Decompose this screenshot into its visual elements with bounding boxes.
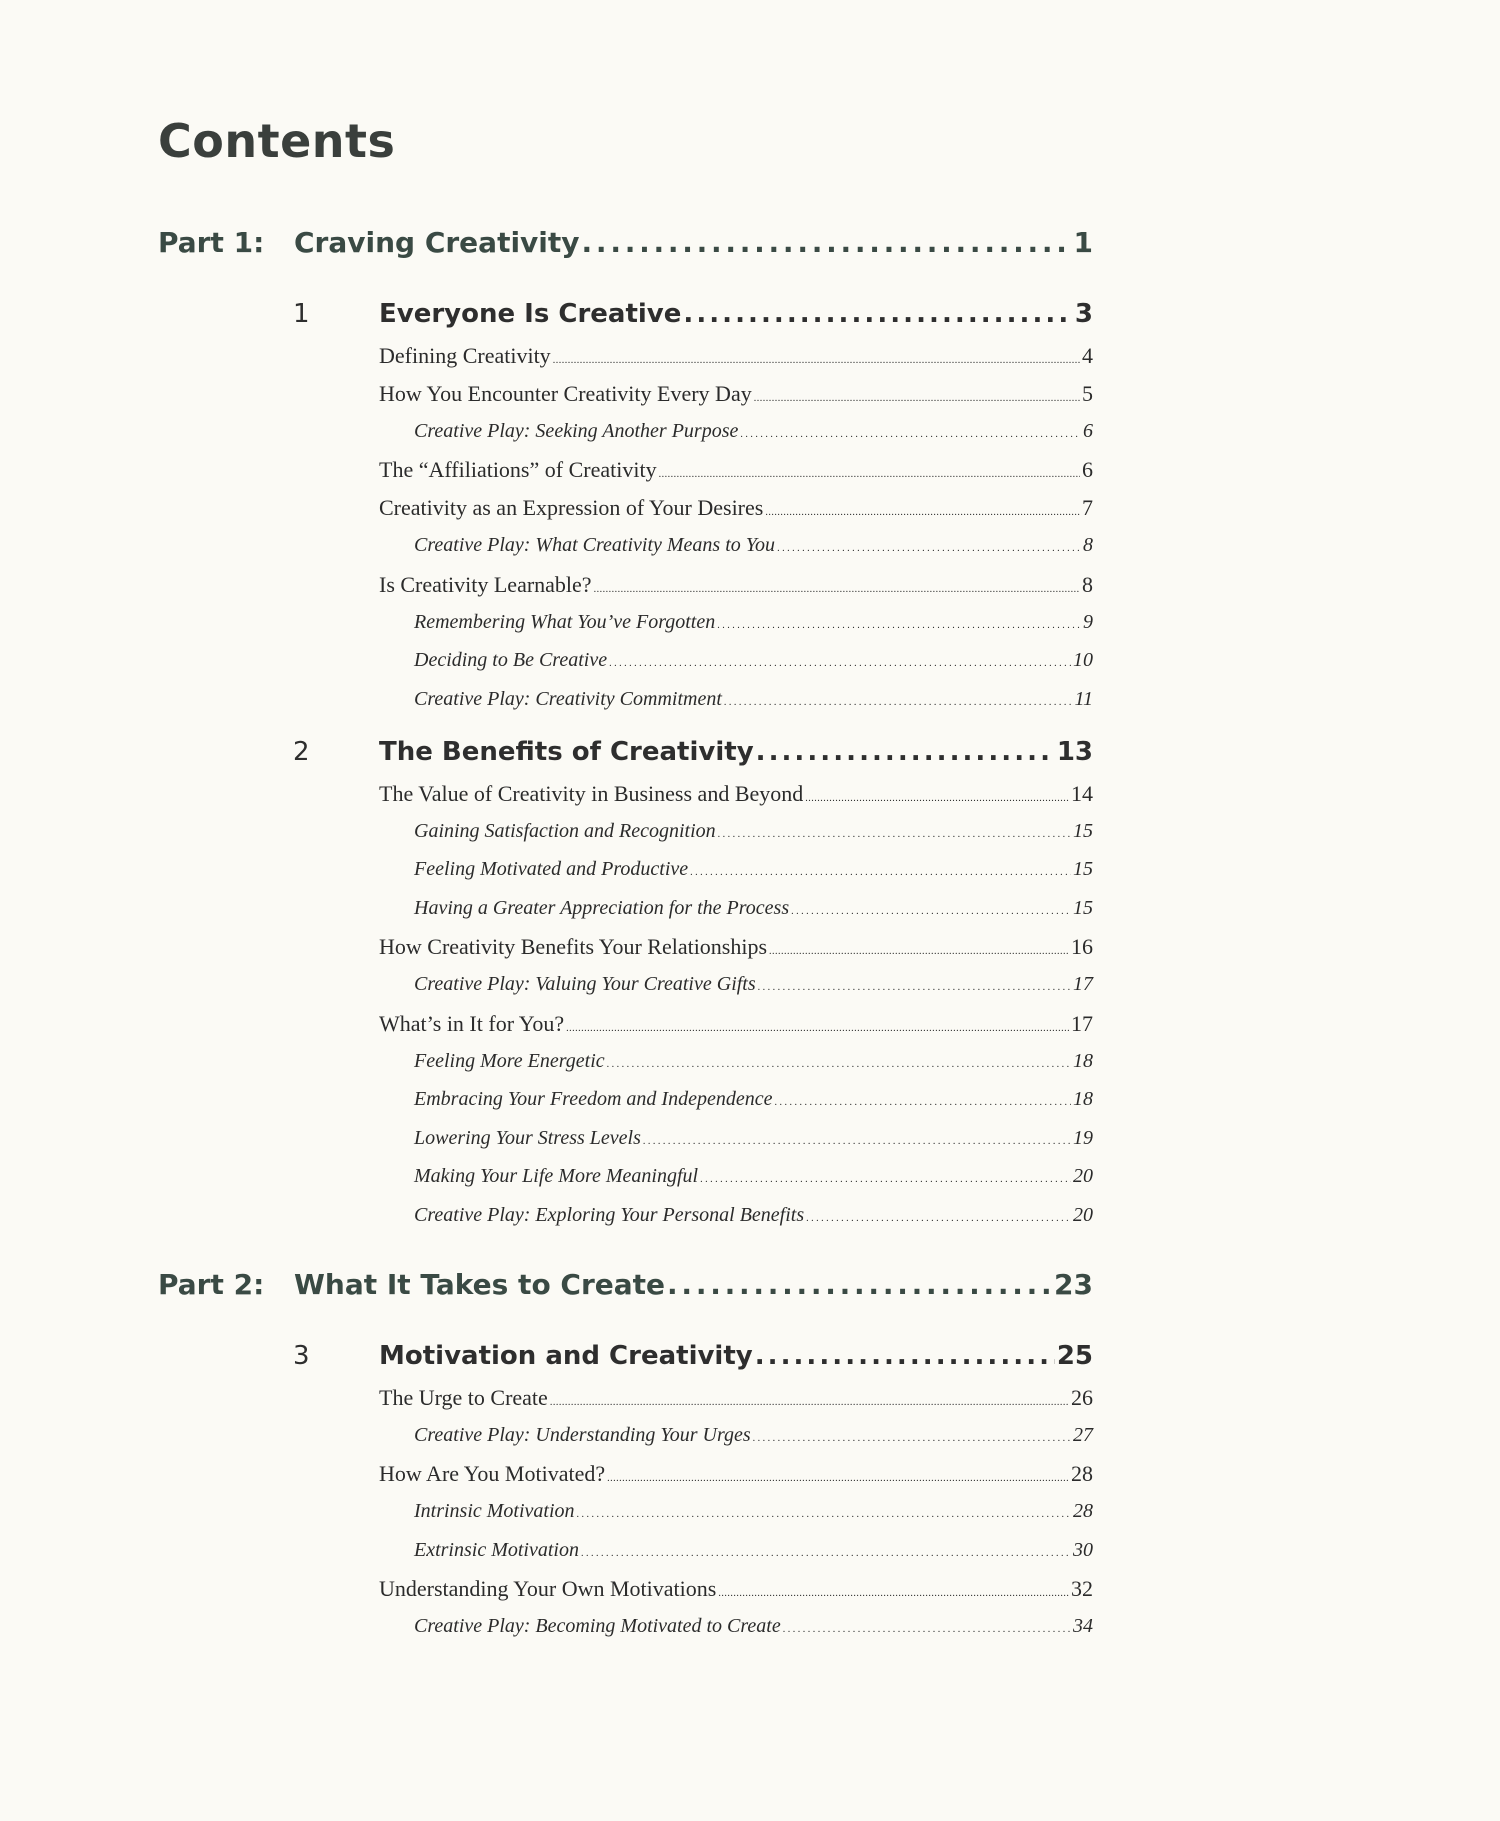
- entry-title: Creative Play: Seeking Another Purpose: [414, 420, 739, 442]
- page-number: 15: [1073, 820, 1093, 842]
- page-number: 16: [1071, 934, 1093, 959]
- toc-entry[interactable]: [414, 649, 1093, 672]
- page-number: 8: [1083, 534, 1093, 556]
- toc-entry[interactable]: [414, 897, 1093, 920]
- dot-leader: [791, 906, 1071, 917]
- dot-leader: [553, 355, 1080, 366]
- page-number: 18: [1073, 1088, 1093, 1110]
- dot-leader: [769, 946, 1069, 957]
- entry-title: Making Your Life More Meaningful: [414, 1165, 699, 1187]
- entry-title: Lowering Your Stress Levels: [414, 1127, 641, 1149]
- page-number: 17: [1073, 973, 1093, 995]
- dot-leader: [774, 1097, 1071, 1108]
- toc-part-1[interactable]: [158, 226, 1093, 259]
- toc-entry[interactable]: [414, 973, 1093, 996]
- toc-entry[interactable]: [414, 1500, 1093, 1523]
- dot-leader: [758, 982, 1071, 993]
- dot-leader: [754, 393, 1080, 404]
- entry-title: Is Creativity Learnable?: [379, 572, 592, 597]
- toc-entry[interactable]: [414, 1204, 1093, 1227]
- toc-entry[interactable]: [414, 1615, 1093, 1638]
- page-number: 23: [1054, 1268, 1093, 1301]
- entry-title: How You Encounter Creativity Every Day: [379, 381, 752, 406]
- dot-leader: [594, 584, 1080, 595]
- entry-title: Creativity as an Expression of Your Desires: [379, 495, 764, 520]
- page-number: 11: [1074, 688, 1093, 710]
- part-title: Craving Creativity: [294, 226, 580, 259]
- page-number: 20: [1073, 1204, 1093, 1226]
- entry-title: The Urge to Create: [379, 1385, 548, 1410]
- dot-leader: [765, 507, 1080, 518]
- toc-entry[interactable]: [414, 611, 1093, 634]
- page-number: 34: [1073, 1615, 1093, 1637]
- toc-entry[interactable]: [379, 572, 1093, 598]
- chapter-title: Motivation and Creativity: [379, 1341, 753, 1371]
- toc-entry[interactable]: [414, 858, 1093, 881]
- toc-part-2[interactable]: [158, 1268, 1093, 1301]
- toc-entry[interactable]: [414, 1165, 1093, 1188]
- dot-leader: [724, 697, 1073, 708]
- page-number: 30: [1073, 1539, 1093, 1561]
- part-number: Part 2:: [158, 1268, 265, 1301]
- toc-entry[interactable]: [414, 534, 1093, 557]
- entry-title: Extrinsic Motivation: [414, 1539, 579, 1561]
- entry-title: Intrinsic Motivation: [414, 1500, 575, 1522]
- dot-leader: [643, 1136, 1071, 1147]
- dot-leader: [577, 1509, 1071, 1520]
- page-number: 10: [1073, 649, 1093, 671]
- page-number: 14: [1071, 781, 1093, 806]
- entry-title: Creative Play: Understanding Your Urges: [414, 1424, 751, 1446]
- entry-title: Remembering What You’ve Forgotten: [414, 611, 716, 633]
- entry-title: What’s in It for You?: [379, 1011, 565, 1036]
- entry-title: Feeling Motivated and Productive: [414, 858, 689, 880]
- toc-entry[interactable]: [414, 820, 1093, 843]
- dot-leader: [607, 1059, 1071, 1070]
- toc-entry[interactable]: [414, 1088, 1093, 1111]
- page-number: 4: [1082, 343, 1093, 368]
- page-number: 1: [1073, 226, 1093, 259]
- entry-title: Gaining Satisfaction and Recognition: [414, 820, 716, 842]
- dot-leader: [740, 429, 1081, 440]
- dot-leader: [683, 299, 1073, 329]
- toc-entry[interactable]: [414, 1127, 1093, 1150]
- toc-chapter-3[interactable]: [293, 1341, 1093, 1371]
- page-number: 15: [1073, 858, 1093, 880]
- dot-leader: [806, 1213, 1071, 1224]
- dot-leader: [550, 1397, 1069, 1408]
- page-number: 25: [1056, 1341, 1093, 1371]
- toc-chapter-1[interactable]: [293, 299, 1093, 329]
- entry-title: Deciding to Be Creative: [414, 649, 608, 671]
- dot-leader: [607, 1473, 1069, 1484]
- page-number: 28: [1073, 1500, 1093, 1522]
- dot-leader: [783, 1624, 1071, 1635]
- toc-entry[interactable]: [414, 688, 1093, 711]
- dot-leader: [659, 469, 1080, 480]
- dot-leader: [609, 658, 1071, 669]
- entry-title: Understanding Your Own Motivations: [379, 1576, 717, 1601]
- toc-entry[interactable]: [379, 343, 1093, 369]
- page-number: 9: [1083, 611, 1093, 633]
- page-number: 27: [1073, 1424, 1093, 1446]
- dot-leader: [805, 793, 1069, 804]
- part-number: Part 1:: [158, 226, 265, 259]
- dot-leader: [582, 226, 1072, 259]
- page-number: 18: [1073, 1050, 1093, 1072]
- entry-title: The “Affiliations” of Creativity: [379, 457, 657, 482]
- page-number: 6: [1083, 420, 1093, 442]
- toc-entry[interactable]: [379, 457, 1093, 483]
- page-number: 13: [1056, 737, 1093, 767]
- toc-chapter-2[interactable]: [293, 737, 1093, 767]
- entry-title: Creative Play: Becoming Motivated to Create: [414, 1615, 781, 1637]
- dot-leader: [667, 1268, 1052, 1301]
- toc-entry[interactable]: [414, 1539, 1093, 1562]
- chapter-number: 1: [293, 299, 310, 329]
- dot-leader: [718, 829, 1071, 840]
- entry-title: Creative Play: What Creativity Means to You: [414, 534, 776, 556]
- page-number: 26: [1071, 1385, 1093, 1410]
- dot-leader: [581, 1548, 1071, 1559]
- toc-entry[interactable]: [414, 420, 1093, 443]
- page-number: 6: [1082, 457, 1093, 482]
- toc-entry[interactable]: [379, 1385, 1093, 1411]
- dot-leader: [690, 867, 1071, 878]
- entry-title: Defining Creativity: [379, 343, 551, 368]
- toc-entry[interactable]: [379, 1011, 1093, 1037]
- page-number: 3: [1074, 299, 1093, 329]
- entry-title: The Value of Creativity in Business and Beyond: [379, 781, 804, 806]
- page-number: 5: [1082, 381, 1093, 406]
- page-number: 19: [1073, 1127, 1093, 1149]
- toc-entry[interactable]: [379, 1461, 1093, 1487]
- toc-entry[interactable]: [379, 381, 1093, 407]
- entry-title: Embracing Your Freedom and Independence: [414, 1088, 773, 1110]
- dot-leader: [756, 737, 1055, 767]
- chapter-title: Everyone Is Creative: [379, 299, 682, 329]
- toc-entry[interactable]: [379, 495, 1093, 521]
- entry-title: Having a Greater Appreciation for the Process: [414, 897, 790, 919]
- toc-entry[interactable]: [414, 1050, 1093, 1073]
- page-title: Contents: [158, 114, 396, 168]
- entry-title: Creative Play: Creativity Commitment: [414, 688, 722, 710]
- dot-leader: [777, 543, 1081, 554]
- page-number: 8: [1082, 572, 1093, 597]
- chapter-number: 2: [293, 737, 310, 767]
- page-number: 20: [1073, 1165, 1093, 1187]
- dot-leader: [755, 1341, 1055, 1371]
- toc-entry[interactable]: [379, 781, 1093, 807]
- chapter-title: The Benefits of Creativity: [379, 737, 754, 767]
- dot-leader: [566, 1023, 1069, 1034]
- page-number: 17: [1071, 1011, 1093, 1036]
- entry-title: How Are You Motivated?: [379, 1461, 606, 1486]
- dot-leader: [717, 620, 1081, 631]
- dot-leader: [753, 1433, 1071, 1444]
- entry-title: Creative Play: Valuing Your Creative Gifts: [414, 973, 756, 995]
- part-title: What It Takes to Create: [294, 1268, 666, 1301]
- page-number: 32: [1071, 1576, 1093, 1601]
- page-number: 15: [1073, 897, 1093, 919]
- chapter-number: 3: [293, 1341, 310, 1371]
- page-number: 7: [1082, 495, 1093, 520]
- page-number: 28: [1071, 1461, 1093, 1486]
- toc-entry[interactable]: [379, 1576, 1093, 1602]
- entry-title: How Creativity Benefits Your Relationships: [379, 934, 768, 959]
- toc-entry[interactable]: [379, 934, 1093, 960]
- entry-title: Creative Play: Exploring Your Personal Benefits: [414, 1204, 805, 1226]
- toc-entry[interactable]: [414, 1424, 1093, 1447]
- entry-title: Feeling More Energetic: [414, 1050, 605, 1072]
- dot-leader: [718, 1588, 1069, 1599]
- dot-leader: [700, 1174, 1071, 1185]
